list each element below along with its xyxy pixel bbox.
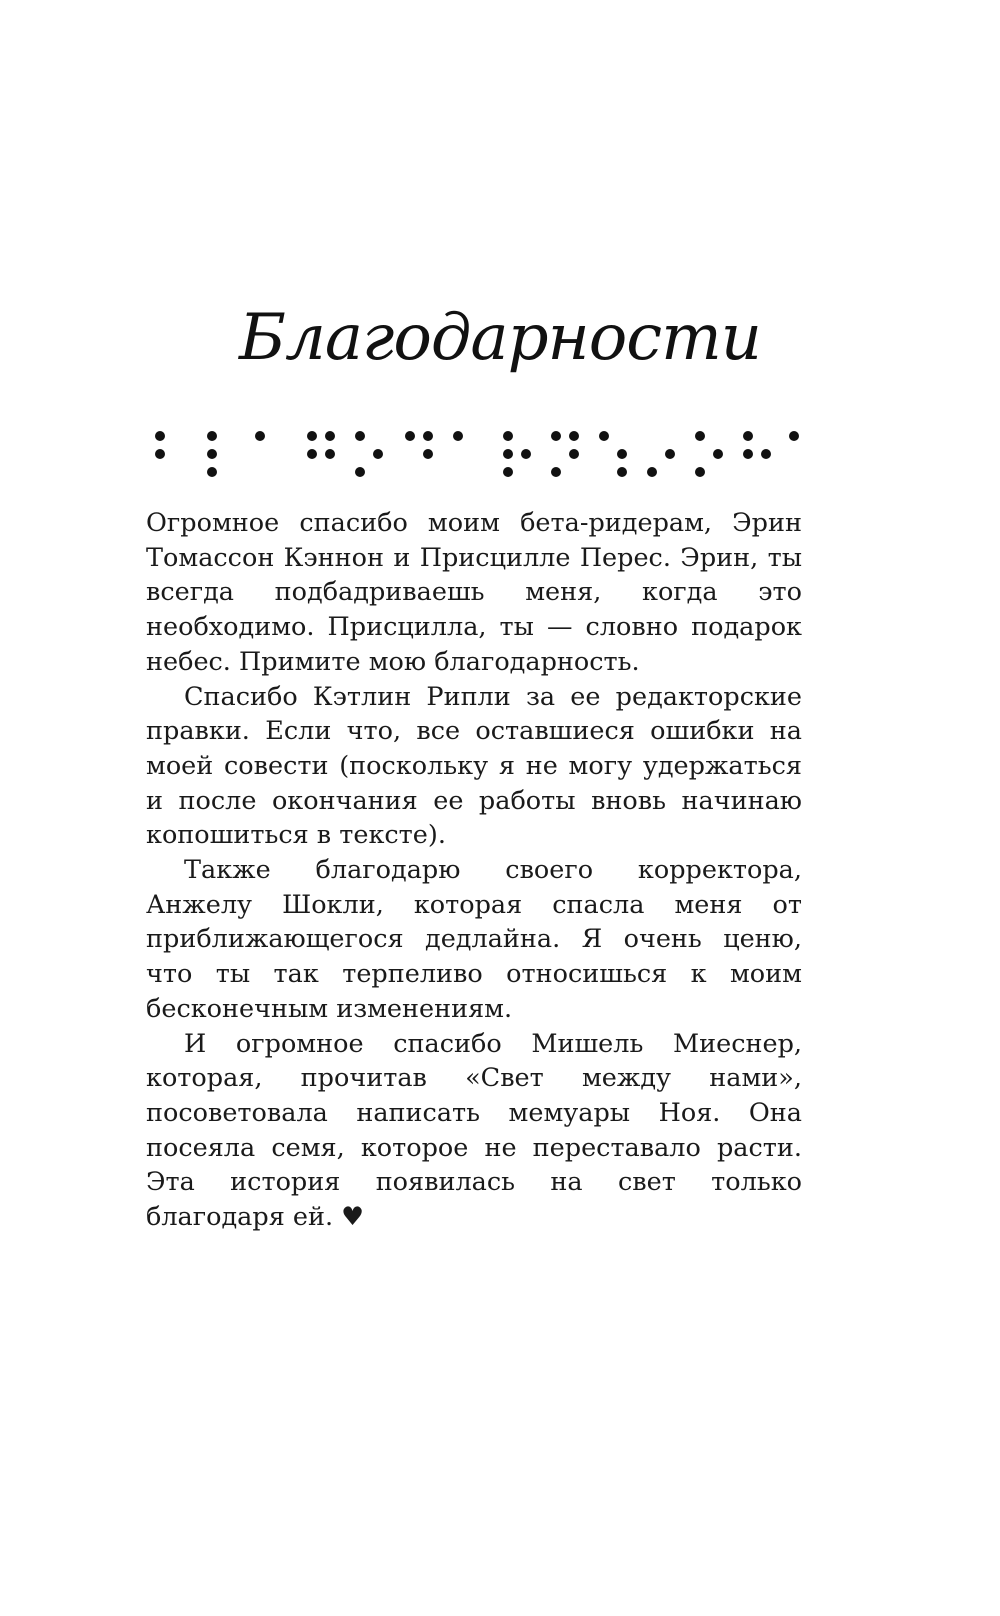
page-title: Благодарности (239, 301, 761, 375)
braille-decoration (152, 428, 802, 488)
paragraph-3: Также благодарю своего корректора, Анжелу Шокли, которая спасла меня от приближающегося дедлайна. Я очень ценю, что ты так терпеливо относишься к моим бесконечным изменениям. (146, 855, 802, 1024)
paragraph-1: Огромное спасибо моим бета-ридерам, Эрин Томассон Кэннон и Присцилле Перес. Эрин, ты всегда подбадриваешь меня, когда это необходимо. Присцилла, ты — словно подарок небес. Примите мою благодарность. (146, 508, 802, 677)
paragraph-4: И огромное спасибо Мишель Миеснер, которая, прочитав «Свет между нами», посоветовала написать мемуары Ноя. Она посеяла семя, которое не переставало расти. Эта история появилась на свет только благодаря ей. ♥ (146, 1028, 802, 1233)
acknowledgements-text (146, 506, 802, 1235)
paragraph-2: Спасибо Кэтлин Рипли за ее редакторские правки. Если что, все оставшиеся ошибки на моей совести (поскольку я не могу удержаться и после окончания ее работы вновь начинаю копошиться в тексте). (146, 681, 802, 851)
braille-dots (155, 431, 799, 477)
